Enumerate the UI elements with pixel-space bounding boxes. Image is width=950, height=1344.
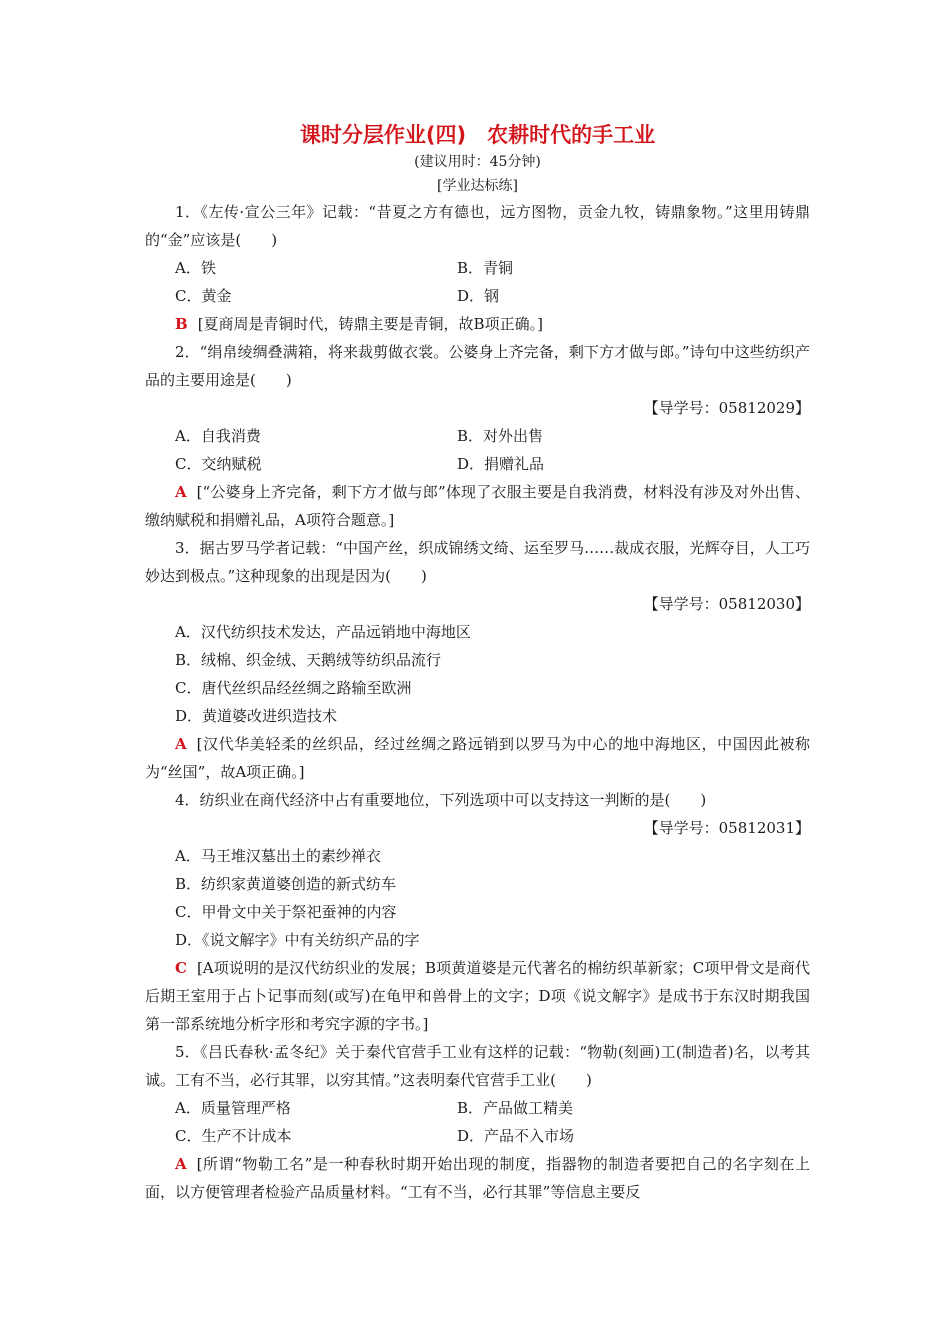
option-d: D．《说文解字》中有关纺织产品的字	[175, 931, 420, 949]
option-c: C．甲骨文中关于祭祀蚕神的内容	[175, 903, 397, 921]
question-3	[145, 534, 810, 786]
explanation-text: [汉代华美轻柔的丝织品，经过丝绸之路远销到以罗马为中心的地中海地区，中国因此被称为“丝国”，故A项正确。]	[145, 735, 810, 781]
options-row	[145, 450, 810, 478]
option-c: C．唐代丝织品经丝绸之路输至欧洲	[175, 679, 412, 697]
options-row	[145, 1122, 810, 1150]
option-a: A．马王堆汉墓出土的素纱禅衣	[175, 847, 381, 865]
option-b: B．对外出售	[457, 427, 544, 445]
option-c: C．生产不计成本	[175, 1127, 292, 1145]
options-row	[145, 282, 810, 310]
option-a: A．铁	[175, 259, 216, 277]
option-b: B．绒棉、织金绒、天鹅绒等纺织品流行	[175, 651, 442, 669]
question-stem: 1．《左传·宣公三年》记载：“昔夏之方有德也，远方图物，贡金九牧，铸鼎象物。”这里用铸鼎的“金”应该是( )	[145, 203, 810, 249]
document-content	[145, 120, 810, 1206]
options-row	[145, 254, 810, 282]
options-row	[145, 1094, 810, 1122]
answer-explanation	[145, 310, 810, 338]
section-heading: [学业达标练]	[437, 178, 518, 194]
answer-explanation	[145, 478, 810, 534]
answer-explanation	[145, 954, 810, 1038]
option-c: C．黄金	[175, 287, 232, 305]
answer-letter: A	[175, 1155, 187, 1173]
guide-number: 【导学号：05812030】	[643, 595, 810, 613]
answer-letter: A	[175, 483, 187, 501]
explanation-text: [A项说明的是汉代纺织业的发展；B项黄道婆是元代著名的棉纺织革新家；C项甲骨文是商代后期王室用于占卜记事而刻(或写)在龟甲和兽骨上的文字；D项《说文解字》是成书于东汉时期我国第一部系统地分析字形和考究字源的字书。]	[145, 959, 810, 1033]
explanation-text: [所谓“物勒工名”是一种春秋时期开始出现的制度，指器物的制造者要把自己的名字刻在上面，以方便管理者检验产品质量材料。“工有不当，必行其罪”等信息主要反	[145, 1155, 810, 1201]
time-hint: (建议用时：45分钟)	[414, 154, 541, 170]
option-a: A．自我消费	[175, 427, 261, 445]
option-b: B．产品做工精美	[457, 1099, 574, 1117]
option-d: D．黄道婆改进织造技术	[175, 707, 338, 725]
answer-letter: A	[175, 735, 187, 753]
page-title: 课时分层作业(四) 农耕时代的手工业	[299, 123, 656, 147]
option-a: A．质量管理严格	[175, 1099, 291, 1117]
question-stem: 4．纺织业在商代经济中占有重要地位，下列选项中可以支持这一判断的是( )	[175, 791, 707, 809]
answer-letter: B	[175, 315, 188, 333]
question-1	[145, 198, 810, 338]
option-d: D．钢	[457, 287, 500, 305]
question-stem: 3．据古罗马学者记载：“中国产丝，织成锦绣文绮、运至罗马……裁成衣服，光辉夺目，人工巧妙达到极点。”这种现象的出现是因为( )	[145, 539, 810, 585]
question-stem: 5．《吕氏春秋·孟冬纪》关于秦代官营手工业有这样的记载：“物勒(刻画)工(制造者)名，以考其诚。工有不当，必行其罪，以穷其情。”这表明秦代官营手工业( )	[145, 1043, 810, 1089]
option-d: D．捐赠礼品	[457, 455, 545, 473]
question-stem: 2．“绢帛绫绸叠满箱，将来裁剪做衣裳。公婆身上齐完备，剩下方才做与郎。”诗句中这些纺织产品的主要用途是( )	[145, 343, 810, 389]
guide-number: 【导学号：05812029】	[643, 399, 810, 417]
answer-explanation	[145, 730, 810, 786]
answer-explanation	[145, 1150, 810, 1206]
option-b: B．青铜	[457, 259, 514, 277]
option-d: D．产品不入市场	[457, 1127, 575, 1145]
question-4	[145, 786, 810, 1038]
option-b: B．纺织家黄道婆创造的新式纺车	[175, 875, 397, 893]
explanation-text: [“公婆身上齐完备，剩下方才做与郎”体现了衣服主要是自我消费，材料没有涉及对外出售、缴纳赋税和捐赠礼品，A项符合题意。]	[145, 483, 810, 529]
explanation-text: [夏商周是青铜时代，铸鼎主要是青铜，故B项正确。]	[197, 315, 543, 333]
options-row	[145, 422, 810, 450]
question-5	[145, 1038, 810, 1206]
answer-letter: C	[175, 959, 187, 977]
guide-number: 【导学号：05812031】	[643, 819, 810, 837]
question-2	[145, 338, 810, 534]
option-a: A．汉代纺织技术发达，产品远销地中海地区	[175, 623, 471, 641]
option-c: C．交纳赋税	[175, 455, 262, 473]
